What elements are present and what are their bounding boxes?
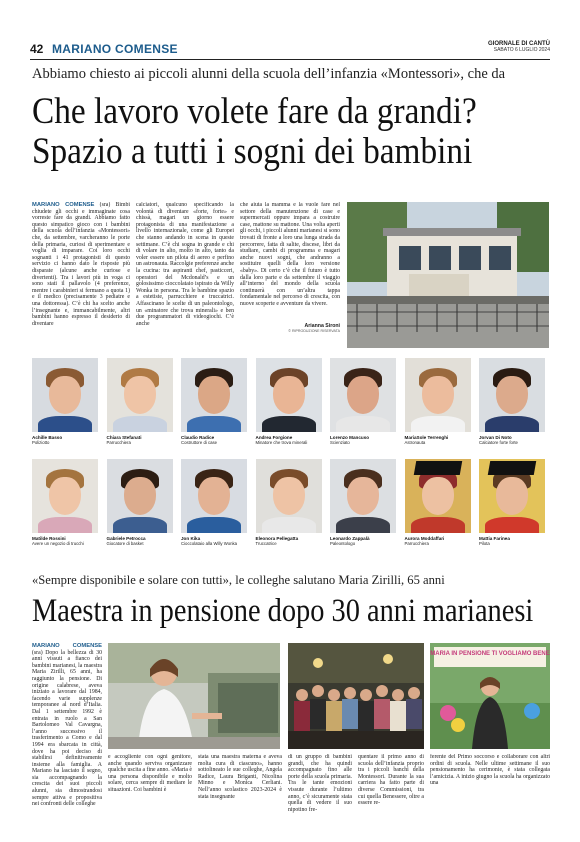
party-banner-illustration [430, 643, 550, 749]
child-photo [330, 459, 396, 533]
child-face [347, 477, 379, 515]
page-header [30, 42, 550, 60]
school-building-illustration [347, 202, 549, 348]
page-number: 42 [30, 42, 44, 56]
child-face [198, 376, 230, 414]
child-dream-job: Parrucchiera [404, 541, 429, 546]
article2-column-2 [108, 754, 192, 834]
child-name: Eleonora Pellegatta [255, 536, 299, 541]
article2-column-3 [198, 754, 282, 834]
child-dream-job: Calciatore forte forte [479, 440, 518, 445]
child-face [124, 376, 156, 414]
article2-text-3: stata una maestra materna e aveva molta cura di ciascuno», hanno sottolineato le sue colleghe, Angela Radice, Laura Briganti, Nicolina Minno e Monica Cerliani. Nell’anno scolastico 2023-2024 è stata insegnante [198, 754, 282, 800]
child-portrait [107, 358, 173, 445]
article2-column-5 [358, 754, 424, 834]
child-photo [181, 459, 247, 533]
article2-text-6: ferente del Primo soccorso e collaborare con altri ordini di scuola. Nelle ultime settimane il suo pensionamento ha cerimonie, è stata collegata l’amicizia. A inizio giugno la scuola ha organizzato una [430, 754, 550, 787]
child-shirt [38, 517, 92, 533]
child-portrait [256, 358, 322, 445]
child-portrait [330, 459, 396, 546]
article2-text-4: di un gruppo di bambini grandi, che ha quindi accompagnato fino alle porte della scuola primaria. Tra le tante emozioni vissute durante l’ultimo anno, c’è sicuramente stata quella di vedere il suo nipotino fre- [288, 754, 352, 813]
article2-text-1: (sra) Dopo la bellezza di 30 anni vissuti a fianco dei bambini marianesi, la maestra Maria Zirilli, 65 anni, ha raggiunto la pensione. Di origine calabrese, aveva iniziato a lavorare dal 1984, facendo varie supplenze temporanee al nord d’Italia. Dal 1 settembre 1992 è entrata in ruolo a San Bartolomeo Val Cavargna, l’anno successivo il trasferimento a Como e dal 1994 era sbarcata in città, dove ha poi deciso di stabilirsi definitivamente insieme alla famiglia. A Mariano ha lasciato il segno, sia accompagnando la crescita dei suoi piccoli alunni, sia dimostrandosi sempre attiva e propositiva nei confronti delle colleghe [32, 649, 102, 808]
article1-column-1 [32, 202, 130, 334]
article2-column-4 [288, 754, 352, 834]
article1-text-2: calciatori, qualcuno specificando la volontà di diventare «forte, forte» e chissà, magari un giorno essere protagonista di una manifestazione a livello internazionale, come gli Europei che stanno andando in scena in queste settimane. C’è chi sogna in grande e chi di volare in alto, molto in alto, tanto da voler essere un pilota di aereo e perfino un astronauta. Raccolgie preferenze anche la cucina: tra aspiranti chef, pasticceri, operatori del Mcdonald’s e un golosissimo cioccolataio ispirato da Willy Wonka in persona. Tra le bambine spazio a estetiste, parrucchiere e truccatrici. Affascinano le scelte di un paleontologo, un «minatore che trova minerali» e ben due programmatori di videogiochi. C’è anche [136, 202, 234, 327]
child-photo [479, 358, 545, 432]
article2-text-5: quentare il primo anno di scuola dell’infanzia proprio tra i piccoli banchi della Montessori. Durante la sua carriera ha fatto parte di diverse Commissioni, tra cui quella Benessere, oltre a essere re- [358, 754, 424, 807]
article2-headline: Maestra in pensione dopo 30 anni marianesi [32, 593, 534, 629]
graduation-cap-icon [413, 461, 461, 475]
child-photo [32, 459, 98, 533]
headline-line-1: Che lavoro volete fare da grandi? [32, 91, 477, 132]
child-face [273, 376, 305, 414]
child-name: Jorvan Di Noto [479, 435, 512, 440]
child-portrait [405, 459, 471, 546]
child-shirt [187, 416, 241, 432]
child-face [49, 376, 81, 414]
child-name: MariaSole Terrenghi [404, 435, 449, 440]
article2-text-2: e accogliente con ogni genitore, anche quando serviva organizzare qualche uscita a fine anno. «Maria è una persona disponibile e molto solare, cerca sempre di mediare le situazioni. Coi bambini è [108, 754, 192, 793]
child-photo [479, 459, 545, 533]
teacher-photo-illustration [108, 643, 280, 749]
child-name: Lorenzo Mancuso [330, 435, 370, 440]
child-shirt [187, 517, 241, 533]
child-photo [32, 358, 98, 432]
child-dream-job: Scienziato [330, 440, 350, 445]
article1-text-3: che aiuta la mamma e la vuole fare nel settore della manutenzione di case e supermercati oppure impara a costruire case, mattone su mattone. Una volta aperti gli occhi, i piccoli alunni marianesi si sono trovati di fronte a loro una lunga strada da percorrere, fatta di salite, discese, libri da studiare, cambi di programma e magari anche nuovi sogni, che andranno a sostituire quelli della loro versione «baby». Di certo c’è che il futuro è tutto dalla loro parte e da settembre il viaggio all’interno del mondo della scuola continuerà con un’altra tappa fondamentale nel percorso di crescita, con nuove scoperte e avventure da vivere. [240, 202, 340, 307]
child-shirt [262, 517, 316, 533]
child-name: Jon Kika [181, 536, 201, 541]
child-dream-job: Astronauta [404, 440, 426, 445]
article1-copyright: © RIPRODUZIONE RISERVATA [288, 329, 340, 333]
teacher-photo [108, 643, 280, 749]
child-portrait [181, 358, 247, 445]
graduation-cap-icon [488, 461, 536, 475]
masthead [488, 41, 550, 53]
child-portrait [405, 358, 471, 445]
child-face [198, 477, 230, 515]
child-dream-job: Truccatrice [255, 541, 277, 546]
child-dream-job: Avere un negozio di trucchi [32, 541, 84, 546]
child-face [273, 477, 305, 515]
article1-location: MARIANO COMENSE [32, 202, 95, 208]
child-dream-job: Giocatore di basket [106, 541, 144, 546]
child-name: Chiara Stefanati [106, 435, 142, 440]
child-photo [181, 358, 247, 432]
article1-column-2 [136, 202, 234, 334]
child-name: Gabriele Petrocca [106, 536, 146, 541]
article2-column-1 [32, 643, 102, 833]
child-portrait [181, 459, 247, 546]
article1-byline: Arianna Sironi [304, 323, 340, 329]
child-shirt [411, 517, 465, 533]
child-name: Leonardo Zappalà [330, 536, 370, 541]
child-dream-job: Costruttore di case [181, 440, 218, 445]
child-name: Andrea Forgione [255, 435, 293, 440]
group-photo-illustration [288, 643, 424, 749]
article1-headline [32, 92, 500, 172]
child-portrait [32, 459, 98, 546]
child-photo [107, 459, 173, 533]
newspaper-name: GIORNALE DI CANTÙ [488, 41, 550, 47]
issue-date: SABATO 6 LUGLIO 2024 [493, 47, 550, 53]
child-face [496, 376, 528, 414]
child-face [422, 376, 454, 414]
child-photo [405, 358, 471, 432]
child-portrait [32, 358, 98, 445]
child-dream-job: Paleontologo [330, 541, 356, 546]
child-dream-job: Pilota [479, 541, 490, 546]
article2-location: MARIANO COMENSE [32, 643, 102, 649]
child-photo [107, 358, 173, 432]
child-dream-job: Poliziotto [32, 440, 50, 445]
child-face [496, 477, 528, 515]
child-shirt [38, 416, 92, 432]
child-portrait [107, 459, 173, 546]
child-face [124, 477, 156, 515]
child-face [422, 477, 454, 515]
group-photo [288, 643, 424, 749]
child-photo [405, 459, 471, 533]
child-shirt [113, 416, 167, 432]
child-shirt [485, 517, 539, 533]
child-face [347, 376, 379, 414]
child-name: Aurora Moddaffari [404, 536, 445, 541]
article1-column-3 [240, 202, 340, 350]
child-shirt [336, 416, 390, 432]
child-face [49, 477, 81, 515]
party-banner-photo [430, 643, 550, 749]
child-name: Matilde Rossini [32, 536, 66, 541]
child-name: Achille Basso [32, 435, 63, 440]
child-shirt [113, 517, 167, 533]
child-shirt [262, 416, 316, 432]
child-portrait [330, 358, 396, 445]
child-dream-job: Parrucchiera [106, 440, 131, 445]
child-name: Claudio Radice [181, 435, 215, 440]
child-photo [256, 459, 322, 533]
child-dream-job: Minatore che trova minerali [255, 440, 308, 445]
article1-kicker: Abbiamo chiesto ai piccoli alunni della scuola dell’infanzia «Montessori», che da [32, 66, 506, 82]
article1-text-1: (sra) Bimbi chiudete gli occhi e immaginate cosa vorreste fare da grandi. Abbiamo fatto questo simpatico gioco con i bambini della scuola dell’infanzia «Montessori» che, da settembre, varcheranno le porte della primaria, curiosi di sperimentare e voglia di imparare. Coi loro occhi sognanti i 41 protagonisti di questo servizio ci hanno dato le risposte più disparate (alcune anche curiose e divertenti). Tra i lavori più in voga ci sono stati il pallavolo (4 preferenze, mentre i carabinieri si fermano a quota 1) e il medico (precisamente 3 pediatre e una dottoressa). C’è chi ha scelto anche l’insegnante e, immancabilmente, altri bambini hanno espresso il desiderio di diventare [32, 202, 130, 327]
child-name: Mattia Farinea [479, 536, 510, 541]
child-photo [330, 358, 396, 432]
article2-kicker: «Sempre disponibile e solare con tutti», le colleghe salutano Maria Zirilli, 65 anni [32, 573, 445, 587]
child-portrait [479, 459, 545, 546]
child-shirt [485, 416, 539, 432]
child-portrait [256, 459, 322, 546]
child-shirt [411, 416, 465, 432]
school-building-photo [347, 202, 549, 348]
article2-column-6 [430, 754, 550, 834]
child-portrait [479, 358, 545, 445]
banner-text: MARIA IN PENSIONE TI VOGLIAMO BENE [430, 651, 550, 657]
child-dream-job: Cioccolataio alla Willy Wonka [181, 541, 238, 546]
section-title: MARIANO COMENSE [52, 42, 178, 56]
headline-line-2: Spazio a tutti i sogni dei bambini [32, 131, 473, 172]
child-shirt [336, 517, 390, 533]
child-photo [256, 358, 322, 432]
